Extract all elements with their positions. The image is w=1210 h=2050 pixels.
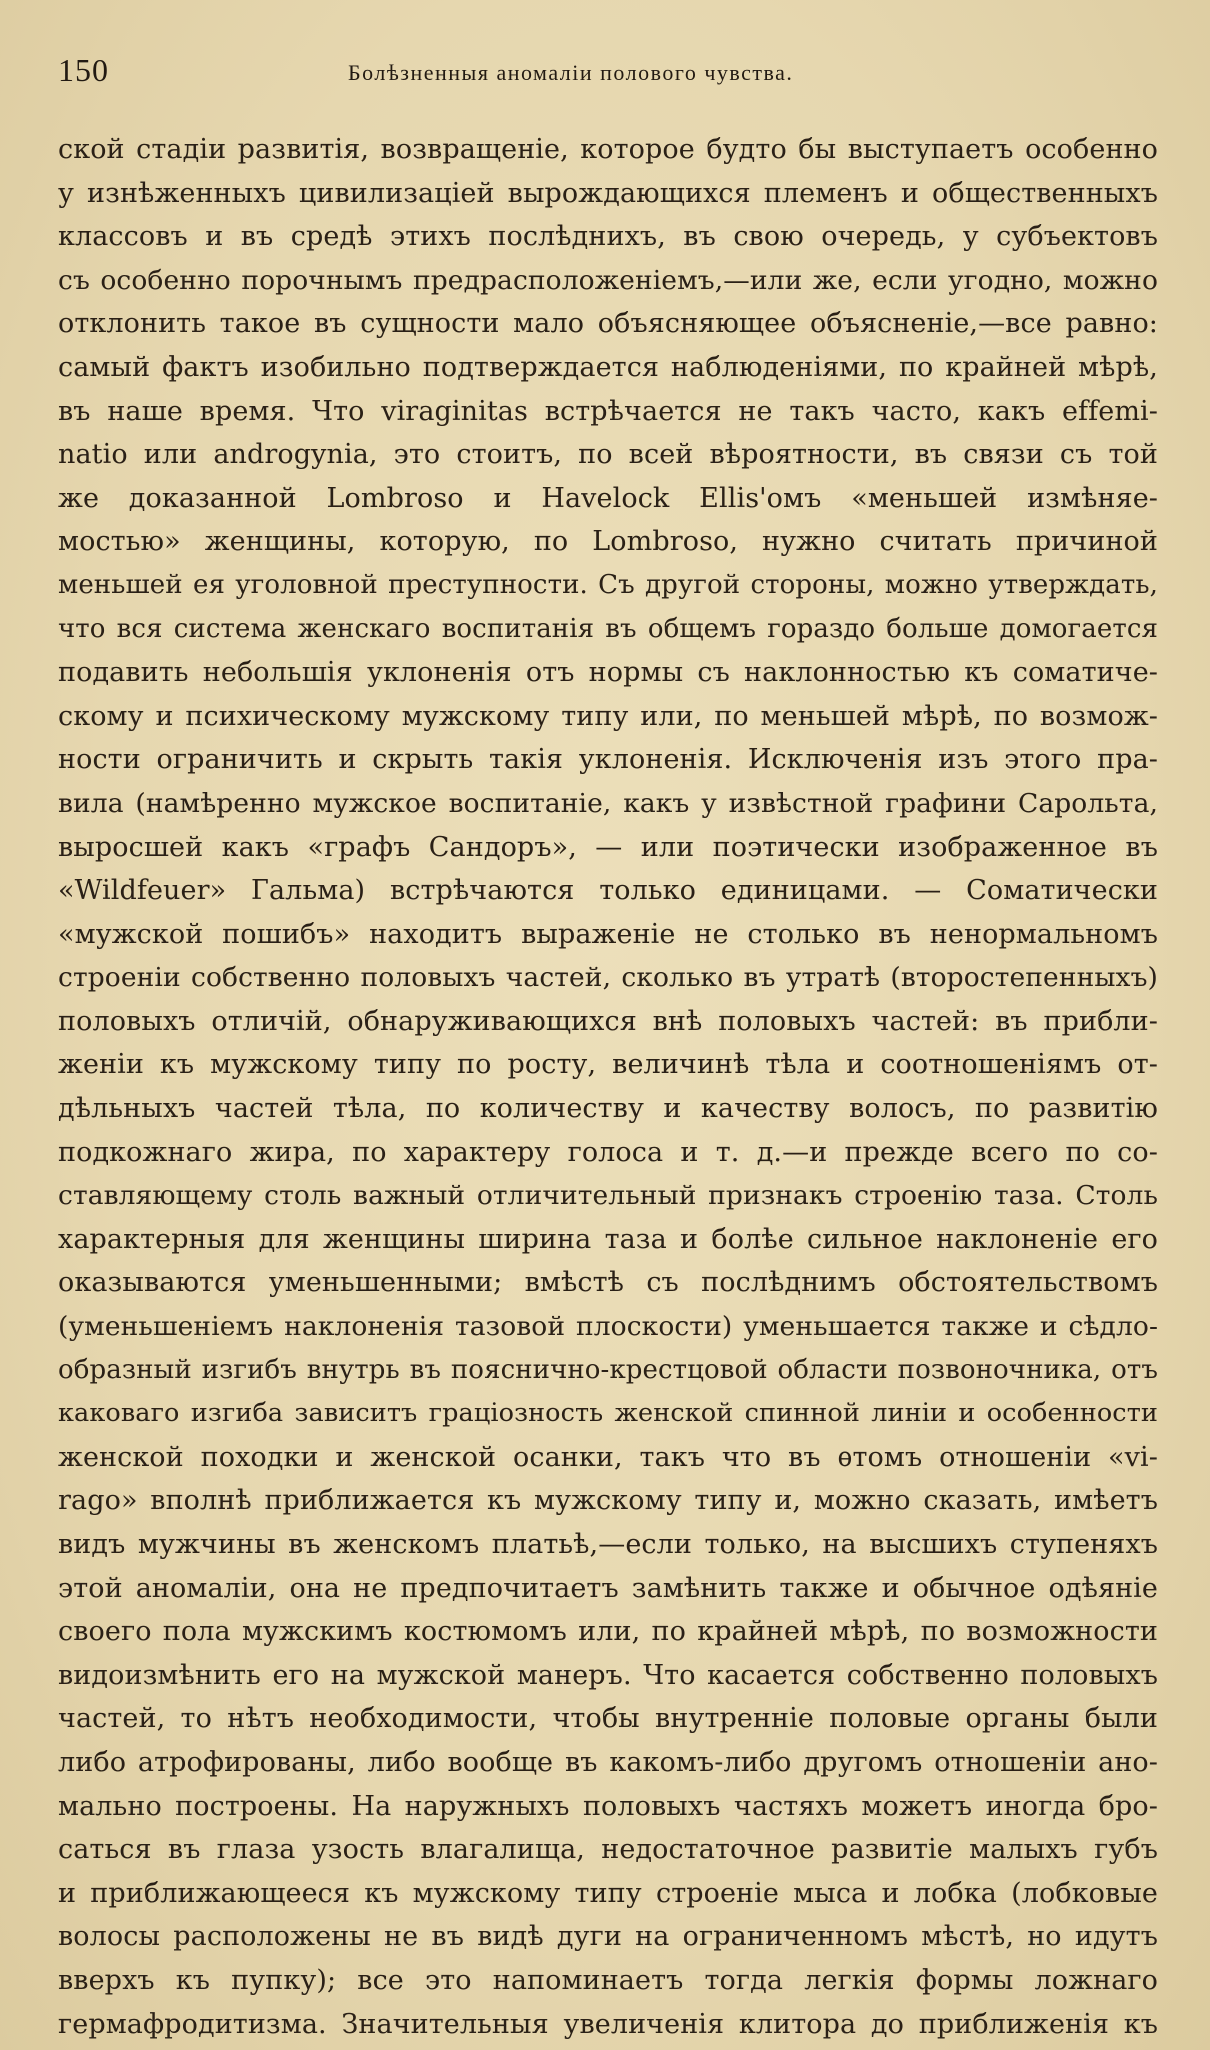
text-line: строеніи собственно половыхъ частей, сколько въ утратѣ (второстепенныхъ) — [58, 962, 1158, 994]
text-line: мально построены. На наружныхъ половыхъ частяхъ можетъ иногда бро- — [58, 1790, 1158, 1822]
text-line: отклонить такое въ сущности мало объясняющее объясненіе,—все равно: — [58, 308, 1158, 340]
text-line: natio или androgynia, это стоитъ, по всей вѣроятности, въ связи съ той — [58, 439, 1158, 471]
text-line: подкожнаго жира, по характеру голоса и т. д.—и прежде всего по со- — [58, 1136, 1158, 1168]
text-line: «Wildfeuer» Гальма) встрѣчаются только единицами. — Соматически — [58, 875, 1158, 907]
text-line: ставляющему столь важный отличительный признакъ строенію таза. Столь — [58, 1180, 1158, 1212]
text-line: частей, то нѣтъ необходимости, чтобы внутренніе половые органы были — [58, 1703, 1158, 1735]
text-line: выросшей какъ «графъ Сандоръ», — или поэтически изображенное въ — [58, 831, 1158, 863]
body-text — [58, 128, 1158, 2046]
page-header — [58, 52, 1158, 96]
text-line: образный изгибъ внутрь въ пояснично-крестцовой области позвоночника, отъ — [58, 1354, 1158, 1385]
text-line: «мужской пошибъ» находитъ выраженіе не столько въ ненормальномъ — [58, 918, 1158, 950]
text-line: самый фактъ изобильно подтверждается наблюденіями, по крайней мѣрѣ, — [58, 351, 1158, 383]
text-line: вверхъ къ пупку); все это напоминаетъ тогда легкія формы ложнаго — [58, 1964, 1158, 1996]
text-line: мостью» женщины, которую, по Lombroso, нужно считать причиной — [58, 526, 1158, 558]
text-line: половыхъ отличій, обнаруживающихся внѣ половыхъ частей: въ прибли- — [58, 1005, 1158, 1037]
text-line: что вся система женскаго воспитанія въ общемъ гораздо больше домогается — [58, 613, 1158, 644]
text-line: женской походки и женской осанки, такъ что въ ѳтомъ отношеніи «vi- — [58, 1441, 1158, 1473]
text-line: волосы расположены не въ видѣ дуги на ограниченномъ мѣстѣ, но идутъ — [58, 1921, 1158, 1953]
text-line: у изнѣженныхъ цивилизаціей вырождающихся племенъ и общественныхъ — [58, 177, 1158, 209]
text-line: своего пола мужскимъ костюмомъ или, по крайней мѣрѣ, по возможности — [58, 1616, 1158, 1648]
text-line: подавить небольшія уклоненія отъ нормы съ наклонностью къ соматиче- — [58, 657, 1158, 689]
text-line: саться въ глаза узость влагалища, недостаточное развитіе малыхъ губъ — [58, 1834, 1158, 1866]
text-line: ности ограничить и скрыть такія уклоненія. Исключенія изъ этого пра- — [58, 744, 1158, 776]
text-line: оказываются уменьшенными; вмѣстѣ съ послѣднимъ обстоятельствомъ — [58, 1267, 1158, 1299]
text-line: (уменьшеніемъ наклоненія тазовой плоскости) уменьшается также и сѣдло- — [58, 1311, 1158, 1343]
text-line: rago» вполнѣ приближается къ мужскому типу и, можно сказать, имѣетъ — [58, 1485, 1158, 1517]
text-line: ской стадіи развитія, возвращеніе, которое будто бы выступаетъ особенно — [58, 134, 1158, 165]
text-line: гермафродитизма. Значительныя увеличенія клитора до приближенія къ — [58, 2008, 1158, 2040]
text-line: классовъ и въ средѣ этихъ послѣднихъ, въ свою очередь, у субъектовъ — [58, 221, 1158, 253]
text-line: меньшей ея уголовной преступности. Съ другой стороны, можно утверждать, — [58, 569, 1158, 600]
text-line: и приближающееся къ мужскому типу строеніе мыса и лобка (лобковые — [58, 1877, 1158, 1909]
text-line: видоизмѣнить его на мужской манеръ. Что касается собственно половыхъ — [58, 1659, 1158, 1691]
text-line: видъ мужчины въ женскомъ платьѣ,—если только, на высшихъ ступеняхъ — [58, 1529, 1158, 1560]
running-head: Болѣзненныя аномаліи полового чувства. — [348, 60, 794, 85]
page-number: 150 — [58, 52, 109, 88]
text-line: въ наше время. Что viraginitas встрѣчается не такъ часто, какъ effemi- — [58, 395, 1158, 427]
text-line: характерныя для женщины ширина таза и болѣе сильное наклоненіе его — [58, 1223, 1158, 1255]
text-line: съ особенно порочнымъ предрасположеніемъ,—или же, если угодно, можно — [58, 264, 1158, 296]
text-line: вила (намѣренно мужское воспитаніе, какъ у извѣстной графини Сарольта, — [58, 787, 1158, 819]
text-line: же доказанной Lombroso и Havelock Ellis'омъ «меньшей измѣняе- — [58, 482, 1158, 514]
text-line: каковаго изгиба зависитъ граціозность женской спинной линіи и особенности — [58, 1398, 1158, 1429]
text-line: либо атрофированы, либо вообще въ какомъ-либо другомъ отношеніи ано- — [58, 1746, 1158, 1778]
text-line: женіи къ мужскому типу по росту, величинѣ тѣла и соотношеніямъ от- — [58, 1049, 1158, 1081]
text-line: скому и психическому мужскому типу или, по меньшей мѣрѣ, по возмож- — [58, 700, 1158, 732]
text-line: дѣльныхъ частей тѣла, по количеству и качеству волосъ, по развитію — [58, 1093, 1158, 1125]
text-line: этой аномаліи, она не предпочитаетъ замѣнить также и обычное одѣяніе — [58, 1572, 1158, 1604]
